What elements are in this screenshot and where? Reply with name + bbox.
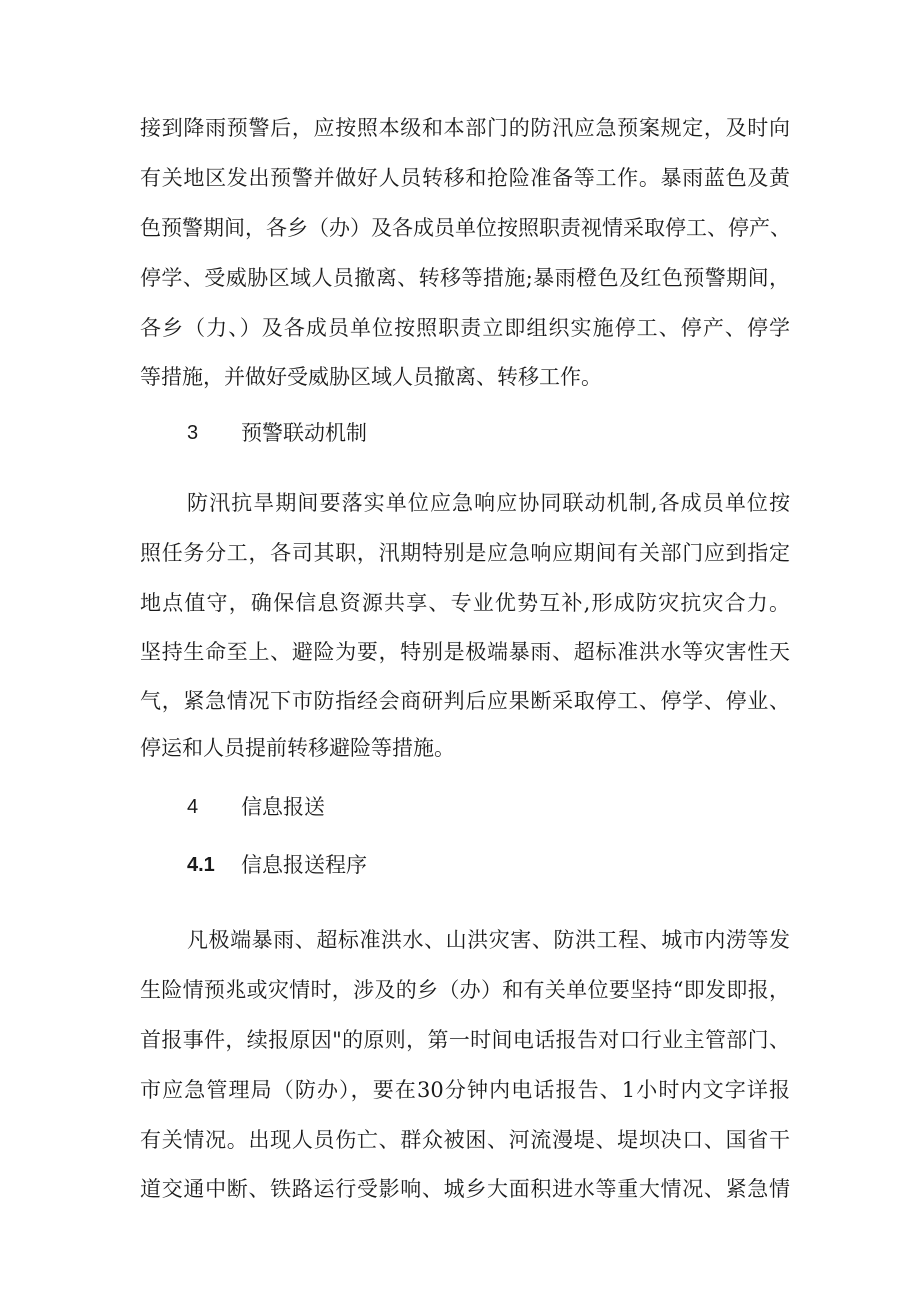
text-line: 防汛抗旱期间要落实单位应急响应协同联动机制,各成员单位按 xyxy=(187,491,790,515)
text-line: 停学、受威胁区域人员撤离、转移等措施;暴雨橙色及红色预警期间， xyxy=(140,266,790,290)
text-line: 等措施，并做好受威胁区域人员撤离、转移工作。 xyxy=(140,365,602,389)
text-line: 生险情预兆或灾情时，涉及的乡（办）和有关单位要坚持“即发即报， xyxy=(140,978,790,1002)
text-line: 道交通中断、铁路运行受影响、城乡大面积进水等重大情况、紧急情 xyxy=(140,1177,790,1201)
section-title: 信息报送 xyxy=(241,795,325,819)
text-line: 首报事件，续报原因"的原则，第一时间电话报告对口行业主管部门、 xyxy=(140,1028,790,1052)
text-line: 坚持生命至上、避险为要，特别是极端暴雨、超标准洪水等灾害性天 xyxy=(140,640,790,664)
text-line: 色预警期间，各乡（办）及各成员单位按照职责视情采取停工、停产、 xyxy=(140,216,791,240)
text-line: 各乡（力、）及各成员单位按照职责立即组织实施停工、停产、停学 xyxy=(140,316,790,340)
section-number: 3 xyxy=(187,422,199,444)
section-title: 信息报送程序 xyxy=(241,853,367,877)
text-line: 有关情况。出现人员伤亡、群众被困、河流漫堤、堤坝决口、国省干 xyxy=(140,1128,790,1152)
text-line: 凡极端暴雨、超标准洪水、山洪灾害、防洪工程、城市内涝等发 xyxy=(187,928,790,952)
section-title: 预警联动机制 xyxy=(241,421,367,445)
section-number: 4.1 xyxy=(187,854,215,876)
section-number: 4 xyxy=(187,796,199,818)
text-line: 气，紧急情况下市防指经会商研判后应果断采取停工、停学、停业、 xyxy=(140,689,790,713)
text-line: 停运和人员提前转移避险等措施。 xyxy=(140,736,455,760)
text-line: 地点值守，确保信息资源共享、专业优势互补,形成防灾抗灾合力。 xyxy=(140,591,790,615)
text-line: 接到降雨预警后，应按照本级和本部门的防汛应急预案规定，及时向 xyxy=(140,116,790,140)
text-line: 有关地区发出预警并做好人员转移和抢险准备等工作。暴雨蓝色及黄 xyxy=(140,166,790,190)
text-line: 市应急管理局（防办），要在30分钟内电话报告、1小时内文字详报 xyxy=(140,1078,790,1102)
text-line: 照任务分工，各司其职，汛期特别是应急响应期间有关部门应到指定 xyxy=(140,541,790,565)
